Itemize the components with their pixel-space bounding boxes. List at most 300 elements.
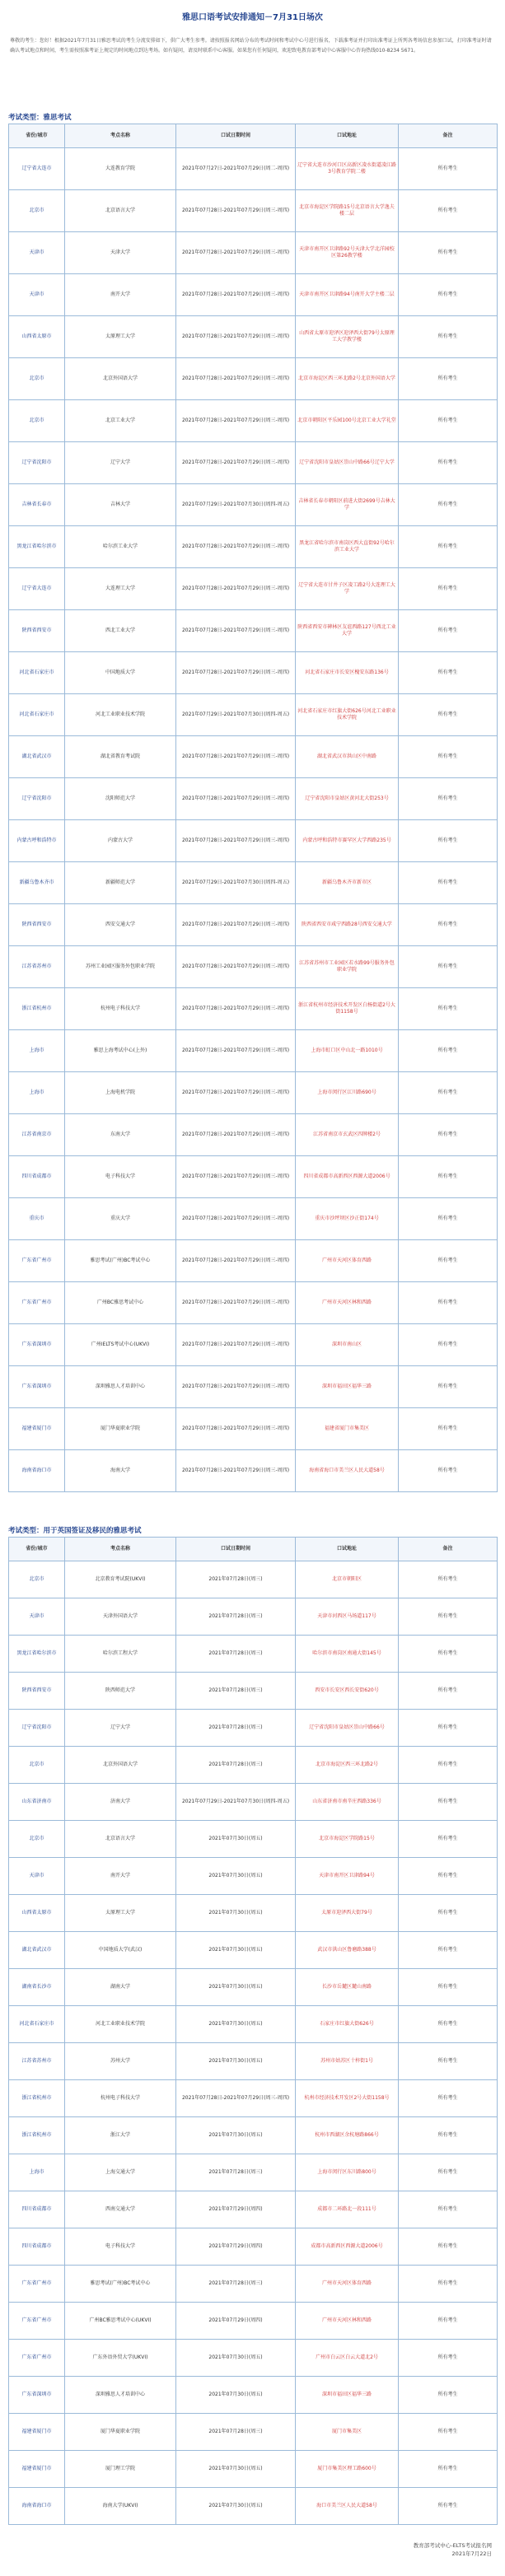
- note-cell: 所有考生: [399, 1598, 498, 1636]
- table-row: [9, 1747, 498, 1784]
- city-cell: 天津市: [9, 232, 65, 274]
- date-cell: 2021年07月28日-2021年07月29日(周三-周四): [176, 820, 296, 862]
- note-cell: 所有考生: [399, 2414, 498, 2451]
- date-cell: 2021年07月30日(周五): [176, 2117, 296, 2154]
- note-cell: 所有考生: [399, 1072, 498, 1114]
- city-cell: 广东省深圳市: [9, 1366, 65, 1408]
- city-cell: 北京市: [9, 1821, 65, 1858]
- note-cell: 所有考生: [399, 1710, 498, 1747]
- table-row: [9, 1198, 498, 1240]
- date-cell: 2021年07月28日-2021年07月29日(周三-周四): [176, 2080, 296, 2117]
- city-cell: 广东省广州市: [9, 2303, 65, 2340]
- table-row: [9, 1324, 498, 1366]
- venue-cell: 太原理工大学: [65, 1895, 176, 1932]
- city-cell: 湖南省长沙市: [9, 1969, 65, 2006]
- note-cell: 所有考生: [399, 736, 498, 778]
- venue-cell: 北京工业大学: [65, 400, 176, 442]
- note-cell: 所有考生: [399, 652, 498, 694]
- date-cell: 2021年07月28日-2021年07月29日(周三-周四): [176, 1030, 296, 1072]
- date-cell: 2021年07月28日-2021年07月29日(周三-周四): [176, 1408, 296, 1450]
- venue-cell: 杭州电子科技大学: [65, 988, 176, 1030]
- venue-cell: 浙江大学: [65, 2117, 176, 2154]
- note-cell: 所有考生: [399, 148, 498, 190]
- note-cell: 所有考生: [399, 1932, 498, 1969]
- venue-cell: 哈尔滨工程大学: [65, 1636, 176, 1673]
- venue-cell: 大连理工大学: [65, 568, 176, 610]
- date-cell: 2021年07月28日-2021年07月29日(周三-周四): [176, 526, 296, 568]
- table-row: [9, 1710, 498, 1747]
- header-date: 口试日期时间: [176, 1538, 296, 1561]
- note-cell: 所有考生: [399, 1821, 498, 1858]
- date-cell: 2021年07月29日-2021年07月30日(周四-周五): [176, 484, 296, 526]
- address-cell: 武汉市洪山区鲁磨路388号: [296, 1932, 399, 1969]
- note-cell: 所有考生: [399, 694, 498, 736]
- note-cell: 所有考生: [399, 1030, 498, 1072]
- venue-cell: 东南大学: [65, 1114, 176, 1156]
- note-cell: 所有考生: [399, 232, 498, 274]
- note-cell: 所有考生: [399, 904, 498, 946]
- date-cell: 2021年07月28日-2021年07月29日(周三-周四): [176, 1198, 296, 1240]
- table-row: [9, 736, 498, 778]
- table-row: [9, 1821, 498, 1858]
- venue-cell: 广东外语外贸大学(UKVI): [65, 2340, 176, 2377]
- city-cell: 上海市: [9, 1072, 65, 1114]
- header-address: 口试地址: [296, 1538, 399, 1561]
- city-cell: 福建省厦门市: [9, 2451, 65, 2488]
- ielts-table: [8, 124, 498, 1492]
- note-cell: 所有考生: [399, 568, 498, 610]
- footer-date: 2021年7月22日: [451, 2550, 492, 2557]
- note-cell: 所有考生: [399, 1282, 498, 1324]
- date-cell: 2021年07月29日(周四): [176, 2191, 296, 2228]
- city-cell: 新疆乌鲁木齐市: [9, 862, 65, 904]
- ukvi-table: [8, 1537, 498, 2525]
- venue-cell: 济南大学: [65, 1784, 176, 1821]
- address-cell: 广州市白云区白云大道北2号: [296, 2340, 399, 2377]
- address-cell: 北京市海淀区学院路15号: [296, 1821, 399, 1858]
- note-cell: 所有考生: [399, 526, 498, 568]
- city-cell: 辽宁省沈阳市: [9, 1710, 65, 1747]
- date-cell: 2021年07月28日-2021年07月29日(周三-周四): [176, 904, 296, 946]
- date-cell: 2021年07月28日-2021年07月29日(周三-周四): [176, 442, 296, 484]
- venue-cell: 广州IELTS考试中心(UKVI): [65, 1324, 176, 1366]
- address-cell: 厦门市集美区理工路600号: [296, 2451, 399, 2488]
- note-cell: 所有考生: [399, 1240, 498, 1282]
- venue-cell: 西南交通大学: [65, 2191, 176, 2228]
- address-cell: 杭州市西湖区余杭塘路866号: [296, 2117, 399, 2154]
- address-cell: 成都市二环路北一段111号: [296, 2191, 399, 2228]
- city-cell: 福建省厦门市: [9, 1408, 65, 1450]
- table-row: [9, 1156, 498, 1198]
- date-cell: 2021年07月30日(周五): [176, 1932, 296, 1969]
- header-date: 口试日期时间: [176, 124, 296, 148]
- venue-cell: 西安交通大学: [65, 904, 176, 946]
- note-cell: 所有考生: [399, 358, 498, 400]
- venue-cell: 西北工业大学: [65, 610, 176, 652]
- city-cell: 吉林省长春市: [9, 484, 65, 526]
- intro-text: 尊敬的考生：您好！根据2021年7月31日雅思考试的考生分流安排如下，供广大考生参考。请按照报名网站分布的考试时间和考试中心号进行报名，下载准考证并打印出准考证上所列各考场信息参加口试，打印准考证时请确认考试地点和时间，考生需按照准考证上规定的时间地点到达考场。如有疑问，请及时联系中心客服。如果您有任何疑问，欢迎致电教育部考试中心客服中心咨询热线010-8234 5671。: [10, 38, 492, 54]
- address-cell: 石家庄市红旗大街626号: [296, 2006, 399, 2043]
- date-cell: 2021年07月29日(周四): [176, 2228, 296, 2266]
- city-cell: 河北省石家庄市: [9, 2006, 65, 2043]
- venue-cell: 北京语言大学: [65, 190, 176, 232]
- table-row: [9, 2451, 498, 2488]
- date-cell: 2021年07月28日-2021年07月29日(周三-周四): [176, 358, 296, 400]
- footer: [414, 2541, 492, 2558]
- table-row: [9, 946, 498, 988]
- ielts-table-header: [9, 124, 498, 148]
- note-cell: 所有考生: [399, 1895, 498, 1932]
- city-cell: 广东省深圳市: [9, 1324, 65, 1366]
- venue-cell: 中国地质大学: [65, 652, 176, 694]
- note-cell: 所有考生: [399, 484, 498, 526]
- address-cell: 哈尔滨市南岗区南通大街145号: [296, 1636, 399, 1673]
- note-cell: 所有考生: [399, 1673, 498, 1710]
- venue-cell: 辽宁大学: [65, 1710, 176, 1747]
- note-cell: 所有考生: [399, 1366, 498, 1408]
- address-cell: 上海市虹口区中山北一路1010号: [296, 1030, 399, 1072]
- venue-cell: 河北工业职业技术学院: [65, 694, 176, 736]
- address-cell: 天津市南开区卫津路94号: [296, 1858, 399, 1895]
- table-row: [9, 2080, 498, 2117]
- address-cell: 深圳市南山区: [296, 1324, 399, 1366]
- venue-cell: 河北工业职业技术学院: [65, 2006, 176, 2043]
- venue-cell: 雅思考试(广州)BC考试中心: [65, 2266, 176, 2303]
- note-cell: 所有考生: [399, 1408, 498, 1450]
- date-cell: 2021年07月28日-2021年07月29日(周三-周四): [176, 946, 296, 988]
- table-row: [9, 2488, 498, 2525]
- city-cell: 辽宁省大连市: [9, 568, 65, 610]
- venue-cell: 北京外国语大学: [65, 358, 176, 400]
- header-note: 备注: [399, 1538, 498, 1561]
- address-cell: 河北省石家庄市长安区槐安东路136号: [296, 652, 399, 694]
- table-row: [9, 2414, 498, 2451]
- venue-cell: 厦门华夏职业学院: [65, 1408, 176, 1450]
- venue-cell: 吉林大学: [65, 484, 176, 526]
- date-cell: 2021年07月28日-2021年07月29日(周三-周四): [176, 316, 296, 358]
- city-cell: 湖北省武汉市: [9, 736, 65, 778]
- venue-cell: 陕西师范大学: [65, 1673, 176, 1710]
- table-row: [9, 1408, 498, 1450]
- address-cell: 福建省厦门市集美区: [296, 1408, 399, 1450]
- date-cell: 2021年07月30日(周五): [176, 2451, 296, 2488]
- address-cell: 天津市南开区卫津路92号天津大学北洋园校区第26教学楼: [296, 232, 399, 274]
- note-cell: 所有考生: [399, 1561, 498, 1598]
- table-row: [9, 1072, 498, 1114]
- table-row: [9, 526, 498, 568]
- note-cell: 所有考生: [399, 862, 498, 904]
- table-row: [9, 2228, 498, 2266]
- city-cell: 上海市: [9, 2154, 65, 2191]
- note-cell: 所有考生: [399, 1450, 498, 1492]
- city-cell: 北京市: [9, 400, 65, 442]
- table-row: [9, 2006, 498, 2043]
- venue-cell: 雅思考试(广州)BC考试中心: [65, 1240, 176, 1282]
- city-cell: 四川省成都市: [9, 1156, 65, 1198]
- note-cell: 所有考生: [399, 190, 498, 232]
- note-cell: 所有考生: [399, 988, 498, 1030]
- date-cell: 2021年07月28日(周三): [176, 2266, 296, 2303]
- city-cell: 天津市: [9, 274, 65, 316]
- address-cell: 上海市闵行区东川路800号: [296, 2154, 399, 2191]
- header-city: 省份/城市: [9, 1538, 65, 1561]
- note-cell: 所有考生: [399, 2488, 498, 2525]
- header-note: 备注: [399, 124, 498, 148]
- table-row: [9, 2191, 498, 2228]
- table-row: [9, 988, 498, 1030]
- date-cell: 2021年07月28日-2021年07月29日(周三-周四): [176, 1450, 296, 1492]
- ukvi-table-header: [9, 1538, 498, 1561]
- address-cell: 上海市闵行区江川路690号: [296, 1072, 399, 1114]
- venue-cell: 南开大学: [65, 1858, 176, 1895]
- address-cell: 深圳市福田区福华三路: [296, 2377, 399, 2414]
- date-cell: 2021年07月28日-2021年07月29日(周三-周四): [176, 988, 296, 1030]
- date-cell: 2021年07月28日-2021年07月29日(周三-周四): [176, 1156, 296, 1198]
- section-ukvi-title: 考试类型：用于英国签证及移民的雅思考试: [8, 1527, 142, 1535]
- table-row: [9, 2303, 498, 2340]
- address-cell: 广州市天河区体育西路: [296, 1240, 399, 1282]
- table-row: [9, 2043, 498, 2080]
- date-cell: 2021年07月28日-2021年07月29日(周三-周四): [176, 568, 296, 610]
- note-cell: 所有考生: [399, 2266, 498, 2303]
- city-cell: 河北省石家庄市: [9, 694, 65, 736]
- address-cell: 天津市河西区马场道117号: [296, 1598, 399, 1636]
- note-cell: 所有考生: [399, 1324, 498, 1366]
- table-row: [9, 2340, 498, 2377]
- address-cell: 厦门市集美区: [296, 2414, 399, 2451]
- address-cell: 山东省济南市南辛庄西路336号: [296, 1784, 399, 1821]
- note-cell: 所有考生: [399, 1747, 498, 1784]
- date-cell: 2021年07月28日-2021年07月29日(周三-周四): [176, 1240, 296, 1282]
- date-cell: 2021年07月28日(周三): [176, 1561, 296, 1598]
- note-cell: 所有考生: [399, 778, 498, 820]
- note-cell: 所有考生: [399, 1156, 498, 1198]
- city-cell: 江苏省南京市: [9, 1114, 65, 1156]
- note-cell: 所有考生: [399, 1784, 498, 1821]
- city-cell: 内蒙古呼和浩特市: [9, 820, 65, 862]
- address-cell: 广州市天河区林和西路: [296, 2303, 399, 2340]
- address-cell: 辽宁省大连市甘井子区凌工路2号大连理工大学: [296, 568, 399, 610]
- city-cell: 北京市: [9, 1561, 65, 1598]
- note-cell: 所有考生: [399, 2043, 498, 2080]
- address-cell: 吉林省长春市朝阳区前进大街2699号吉林大学: [296, 484, 399, 526]
- table-row: [9, 274, 498, 316]
- header-venue: 考点名称: [65, 124, 176, 148]
- venue-cell: 太原理工大学: [65, 316, 176, 358]
- table-row: [9, 1030, 498, 1072]
- city-cell: 北京市: [9, 1747, 65, 1784]
- venue-cell: 南开大学: [65, 274, 176, 316]
- note-cell: 所有考生: [399, 1198, 498, 1240]
- note-cell: 所有考生: [399, 2303, 498, 2340]
- address-cell: 陕西省西安市碑林区友谊西路127号西北工业大学: [296, 610, 399, 652]
- table-row: [9, 1969, 498, 2006]
- date-cell: 2021年07月30日(周五): [176, 2006, 296, 2043]
- note-cell: 所有考生: [399, 1114, 498, 1156]
- date-cell: 2021年07月28日-2021年07月29日(周三-周四): [176, 1114, 296, 1156]
- date-cell: 2021年07月29日-2021年07月30日(周四-周五): [176, 694, 296, 736]
- venue-cell: 广州BC雅思考试中心: [65, 1282, 176, 1324]
- date-cell: 2021年07月29日-2021年07月30日(周四-周五): [176, 1784, 296, 1821]
- date-cell: 2021年07月30日(周五): [176, 1969, 296, 2006]
- address-cell: 西安市长安区西长安街620号: [296, 1673, 399, 1710]
- venue-cell: 新疆师范大学: [65, 862, 176, 904]
- date-cell: 2021年07月28日(周三): [176, 1673, 296, 1710]
- city-cell: 浙江省杭州市: [9, 2080, 65, 2117]
- date-cell: 2021年07月28日-2021年07月29日(周三-周四): [176, 1324, 296, 1366]
- address-cell: 成都市高新西区西源大道2006号: [296, 2228, 399, 2266]
- city-cell: 湖北省武汉市: [9, 1932, 65, 1969]
- date-cell: 2021年07月29日(周四): [176, 2303, 296, 2340]
- city-cell: 辽宁省沈阳市: [9, 442, 65, 484]
- address-cell: 新疆乌鲁木齐市新市区: [296, 862, 399, 904]
- note-cell: 所有考生: [399, 316, 498, 358]
- note-cell: 所有考生: [399, 946, 498, 988]
- date-cell: 2021年07月28日(周三): [176, 1636, 296, 1673]
- venue-cell: 湖北省教育考试院: [65, 736, 176, 778]
- city-cell: 黑龙江省哈尔滨市: [9, 1636, 65, 1673]
- table-row: [9, 820, 498, 862]
- table-row: [9, 316, 498, 358]
- city-cell: 辽宁省大连市: [9, 148, 65, 190]
- city-cell: 北京市: [9, 358, 65, 400]
- city-cell: 广东省广州市: [9, 2340, 65, 2377]
- address-cell: 黑龙江省哈尔滨市南岗区西大直街92号哈尔滨工业大学: [296, 526, 399, 568]
- note-cell: 所有考生: [399, 2080, 498, 2117]
- venue-cell: 深圳雅思人才培训中心: [65, 2377, 176, 2414]
- table-row: [9, 1636, 498, 1673]
- note-cell: 所有考生: [399, 2154, 498, 2191]
- address-cell: 重庆市沙坪坝区沙正街174号: [296, 1198, 399, 1240]
- venue-cell: 深圳雅思人才培训中心: [65, 1366, 176, 1408]
- note-cell: 所有考生: [399, 1858, 498, 1895]
- venue-cell: 天津大学: [65, 232, 176, 274]
- address-cell: 苏州市姑苏区十梓街1号: [296, 2043, 399, 2080]
- table-row: [9, 1282, 498, 1324]
- date-cell: 2021年07月28日-2021年07月29日(周三-周四): [176, 400, 296, 442]
- table-row: [9, 2266, 498, 2303]
- city-cell: 四川省成都市: [9, 2191, 65, 2228]
- date-cell: 2021年07月28日(周三): [176, 2154, 296, 2191]
- venue-cell: 重庆大学: [65, 1198, 176, 1240]
- city-cell: 广东省广州市: [9, 1282, 65, 1324]
- date-cell: 2021年07月30日(周五): [176, 2340, 296, 2377]
- city-cell: 山西省太原市: [9, 316, 65, 358]
- note-cell: 所有考生: [399, 400, 498, 442]
- address-cell: 北京市海淀区西三环北路2号北京外国语大学: [296, 358, 399, 400]
- note-cell: 所有考生: [399, 820, 498, 862]
- date-cell: 2021年07月30日(周五): [176, 2377, 296, 2414]
- address-cell: 天津市南开区卫津路94号南开大学主楼二层: [296, 274, 399, 316]
- city-cell: 天津市: [9, 1858, 65, 1895]
- venue-cell: 广州BC雅思考试中心(UKVI): [65, 2303, 176, 2340]
- city-cell: 江苏省苏州市: [9, 2043, 65, 2080]
- address-cell: 浙江省杭州市经济技术开发区白杨街道2号大街1158号: [296, 988, 399, 1030]
- address-cell: 海口市美兰区人民大道58号: [296, 2488, 399, 2525]
- table-row: [9, 1240, 498, 1282]
- table-row: [9, 1932, 498, 1969]
- table-row: [9, 610, 498, 652]
- note-cell: 所有考生: [399, 2228, 498, 2266]
- table-row: [9, 904, 498, 946]
- table-row: [9, 568, 498, 610]
- page-title: 雅思口语考试安排通知－7月31日场次: [182, 13, 323, 22]
- address-cell: 北京市朝阳区平乐园100号北京工业大学礼堂: [296, 400, 399, 442]
- address-cell: 辽宁省大连市沙河口区高新区凌水街道凌江路3号教育学院二楼: [296, 148, 399, 190]
- date-cell: 2021年07月28日-2021年07月29日(周三-周四): [176, 652, 296, 694]
- venue-cell: 辽宁大学: [65, 442, 176, 484]
- city-cell: 辽宁省沈阳市: [9, 778, 65, 820]
- ielts-table-body: [9, 148, 498, 1492]
- table-row: [9, 190, 498, 232]
- table-row: [9, 400, 498, 442]
- venue-cell: 海南大学: [65, 1450, 176, 1492]
- table-row: [9, 1858, 498, 1895]
- date-cell: 2021年07月28日-2021年07月29日(周三-周四): [176, 610, 296, 652]
- table-row: [9, 1450, 498, 1492]
- venue-cell: 北京语言大学: [65, 1821, 176, 1858]
- city-cell: 福建省厦门市: [9, 2414, 65, 2451]
- venue-cell: 杭州电子科技大学: [65, 2080, 176, 2117]
- note-cell: 所有考生: [399, 2377, 498, 2414]
- header-address: 口试地址: [296, 124, 399, 148]
- table-row: [9, 148, 498, 190]
- venue-cell: 海南大学(UKVI): [65, 2488, 176, 2525]
- date-cell: 2021年07月28日-2021年07月29日(周三-周四): [176, 1366, 296, 1408]
- table-row: [9, 862, 498, 904]
- date-cell: 2021年07月28日-2021年07月29日(周三-周四): [176, 1072, 296, 1114]
- note-cell: 所有考生: [399, 2006, 498, 2043]
- city-cell: 山东省济南市: [9, 1784, 65, 1821]
- address-cell: 陕西省西安市咸宁西路28号西安交通大学: [296, 904, 399, 946]
- table-row: [9, 1114, 498, 1156]
- address-cell: 海南省海口市美兰区人民大道58号: [296, 1450, 399, 1492]
- table-row: [9, 484, 498, 526]
- venue-cell: 北京外国语大学: [65, 1747, 176, 1784]
- city-cell: 广东省广州市: [9, 2266, 65, 2303]
- date-cell: 2021年07月28日(周三): [176, 2414, 296, 2451]
- date-cell: 2021年07月27日-2021年07月29日(周二-周四): [176, 148, 296, 190]
- city-cell: 浙江省杭州市: [9, 988, 65, 1030]
- note-cell: 所有考生: [399, 2191, 498, 2228]
- city-cell: 陕西省西安市: [9, 904, 65, 946]
- venue-cell: 天津外国语大学: [65, 1598, 176, 1636]
- table-row: [9, 2117, 498, 2154]
- address-cell: 广州市天河区体育西路: [296, 2266, 399, 2303]
- venue-cell: 电子科技大学: [65, 1156, 176, 1198]
- address-cell: 江苏省南京市玄武区四牌楼2号: [296, 1114, 399, 1156]
- table-row: [9, 1673, 498, 1710]
- note-cell: 所有考生: [399, 2117, 498, 2154]
- note-cell: 所有考生: [399, 2340, 498, 2377]
- table-row: [9, 442, 498, 484]
- city-cell: 江苏省苏州市: [9, 946, 65, 988]
- city-cell: 黑龙江省哈尔滨市: [9, 526, 65, 568]
- note-cell: 所有考生: [399, 610, 498, 652]
- address-cell: 北京市海淀区学院路15号北京语言大学逸夫楼二层: [296, 190, 399, 232]
- venue-cell: 电子科技大学: [65, 2228, 176, 2266]
- address-cell: 广州市天河区林和西路: [296, 1282, 399, 1324]
- date-cell: 2021年07月28日-2021年07月29日(周三-周四): [176, 736, 296, 778]
- venue-cell: 雅思上海考试中心(上外): [65, 1030, 176, 1072]
- venue-cell: 苏州大学: [65, 2043, 176, 2080]
- table-row: [9, 1895, 498, 1932]
- address-cell: 辽宁省沈阳市皇姑区黄河北大街253号: [296, 778, 399, 820]
- table-row: [9, 1784, 498, 1821]
- venue-cell: 哈尔滨工业大学: [65, 526, 176, 568]
- venue-cell: 中国地质大学(武汉): [65, 1932, 176, 1969]
- date-cell: 2021年07月28日-2021年07月29日(周三-周四): [176, 274, 296, 316]
